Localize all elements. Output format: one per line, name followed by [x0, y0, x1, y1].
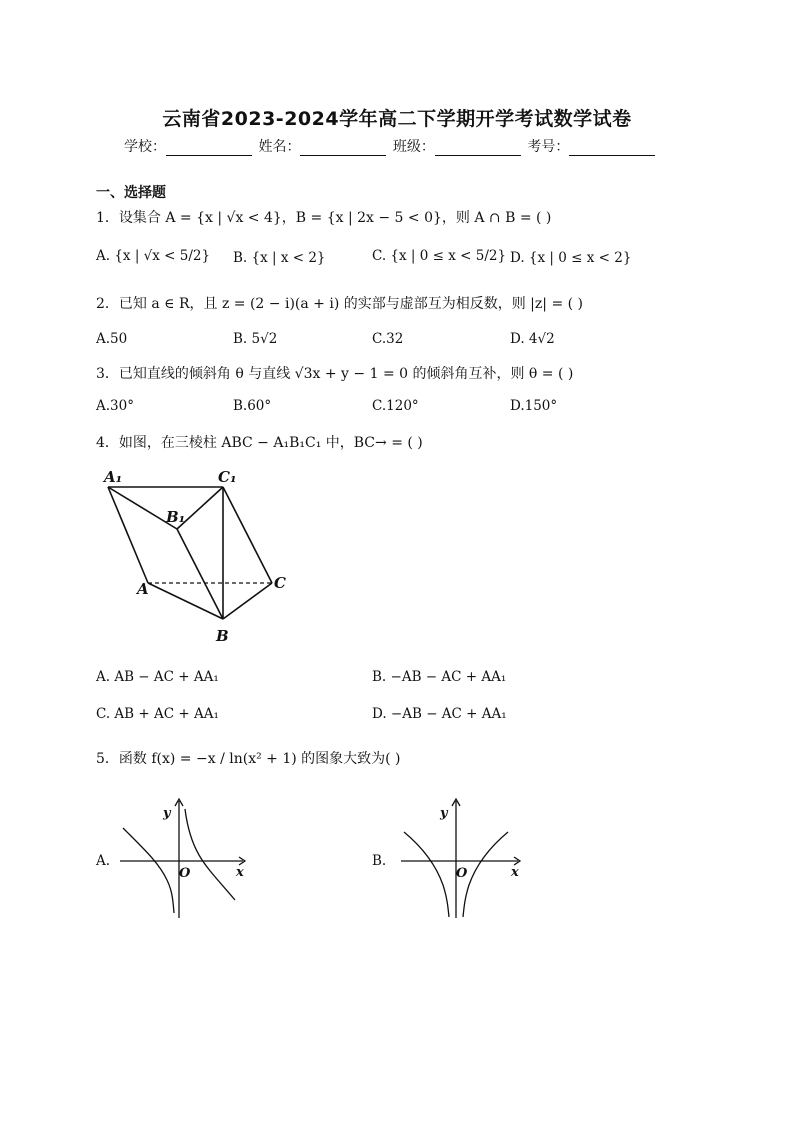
- label-c: C: [274, 574, 286, 592]
- school-blank[interactable]: [166, 141, 252, 156]
- q3-option-a[interactable]: A.30°: [96, 398, 134, 414]
- edge-b1b: [177, 529, 223, 619]
- question-2: 2．已知 a ∈ R，且 z = (2 − i)(a + i) 的实部与虚部互为相反数，则 |z| = ( ): [96, 296, 583, 312]
- page-title: 云南省2023-2024学年高二下学期开学考试数学试卷: [162, 108, 632, 130]
- curve-left: [404, 832, 449, 917]
- q1-option-a[interactable]: A. {x | √x < 5/2}: [96, 248, 211, 264]
- label-a1: A₁: [104, 468, 123, 486]
- q4-option-a[interactable]: A. AB − AC + AA₁: [96, 669, 219, 685]
- axis-x-label: x: [511, 865, 519, 880]
- q3-option-d[interactable]: D.150°: [510, 398, 558, 414]
- section-heading: 一、选择题: [96, 185, 166, 201]
- edge-ab: [148, 583, 223, 619]
- q3-option-b[interactable]: B.60°: [233, 398, 272, 414]
- question-4: 4．如图，在三棱柱 ABC − A₁B₁C₁ 中，BC→ = ( ): [96, 435, 423, 451]
- prism-figure: [96, 465, 296, 650]
- school-label: 学校：: [124, 139, 166, 155]
- curve-right: [463, 832, 508, 917]
- edge-c1c: [223, 487, 272, 583]
- label-b: B: [216, 627, 229, 645]
- question-3: 3．已知直线的倾斜角 θ 与直线 √3x + y − 1 = 0 的倾斜角互补，则 θ = ( ): [96, 366, 574, 382]
- student-info-line: [124, 136, 657, 156]
- q1-option-c[interactable]: C. {x | 0 ≤ x < 5/2}: [372, 248, 507, 264]
- q2-option-c[interactable]: C.32: [372, 331, 404, 347]
- q5-graph-b: [396, 795, 526, 923]
- origin-label: O: [179, 866, 191, 881]
- class-label: 班级：: [392, 139, 435, 155]
- name-label: 姓名：: [258, 139, 301, 155]
- q3-option-c[interactable]: C.120°: [372, 398, 419, 414]
- q1-option-d[interactable]: D. {x | 0 ≤ x < 2}: [510, 250, 632, 266]
- question-1: 1．设集合 A = {x | √x < 4}，B = {x | 2x − 5 < 0}，则 A ∩ B = ( ): [96, 210, 552, 226]
- curve-right: [185, 809, 235, 900]
- axis-y-label: y: [163, 806, 171, 821]
- label-b1: B₁: [166, 508, 186, 526]
- q5-option-a[interactable]: A.: [96, 853, 111, 869]
- q1-option-b[interactable]: B. {x | x < 2}: [233, 250, 326, 266]
- q2-option-b[interactable]: B. 5√2: [233, 331, 278, 347]
- q2-option-d[interactable]: D. 4√2: [510, 331, 555, 347]
- q5-option-b[interactable]: B.: [372, 853, 387, 869]
- q2-option-a[interactable]: A.50: [96, 331, 128, 347]
- number-blank[interactable]: [569, 141, 655, 156]
- axis-y-label: y: [440, 806, 448, 821]
- number-label: 考号：: [527, 139, 570, 155]
- axis-x-label: x: [236, 865, 244, 880]
- name-blank[interactable]: [300, 141, 386, 156]
- class-blank[interactable]: [435, 141, 521, 156]
- q5-graph-a: [115, 795, 255, 923]
- label-c1: C₁: [218, 468, 237, 486]
- q4-option-c[interactable]: C. AB + AC + AA₁: [96, 706, 219, 722]
- edge-a1a: [108, 487, 148, 583]
- q4-option-d[interactable]: D. −AB − AC + AA₁: [372, 706, 507, 722]
- label-a: A: [137, 580, 149, 598]
- origin-label: O: [456, 866, 468, 881]
- curve-left: [123, 828, 174, 913]
- question-5: 5．函数 f(x) = −x / ln(x² + 1) 的图象大致为( ): [96, 751, 401, 767]
- q4-option-b[interactable]: B. −AB − AC + AA₁: [372, 669, 507, 685]
- edge-bc: [223, 583, 272, 619]
